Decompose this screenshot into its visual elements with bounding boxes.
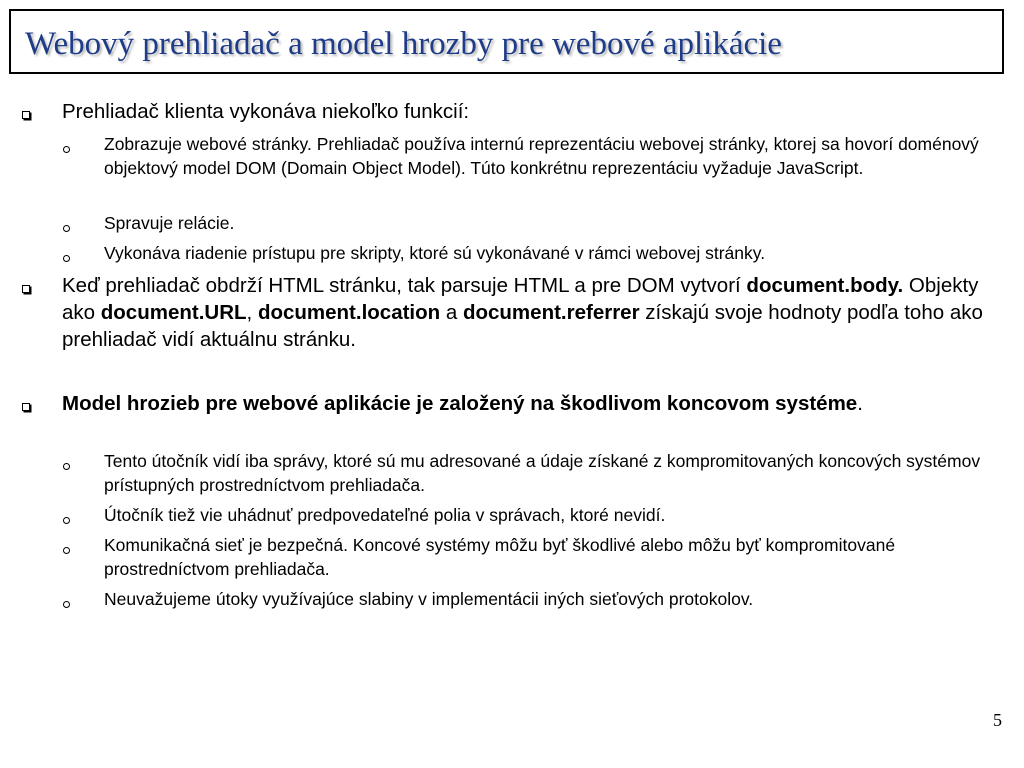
square-bullet-icon [22,111,30,119]
circle-bullet-icon [63,517,70,524]
bullet-text: Objekty ako [62,274,979,324]
square-bullet-icon [22,403,30,411]
bullet-threat-model [62,390,1002,417]
bullet-text: . [857,392,863,415]
sub-bullet-dom: Zobrazuje webové stránky. Prehliadač používa internú reprezentáciu webovej stránky, ktorej sa hovorí doménový objektový model DOM (Domain Object Model). Túto konkrétnu reprezentáciu vyžaduje JavaScript. [104,134,979,178]
circle-bullet-icon [63,225,70,232]
bullet-text: Keď prehliadač obdrží HTML stránku, tak parsuje HTML a pre DOM vytvorí [62,274,747,297]
title-box [9,9,1004,74]
page-number: 5 [993,710,1002,730]
sub-bullet-no-protocol-attacks: Neuvažujeme útoky využívajúce slabiny v implementácii iných sieťových protokolov. [104,589,754,609]
bullet-browser-functions: Prehliadač klienta vykonáva niekoľko funkcií: [62,100,470,123]
keyword-document-body: document.body. [746,274,904,297]
circle-bullet-icon [63,547,70,554]
circle-bullet-icon [63,463,70,470]
bullet-text: , [246,301,258,324]
slide-title: Webový prehliadač a model hrozby pre webové aplikácie [25,26,782,62]
sub-bullet-secure-network: Komunikačná sieť je bezpečná. Koncové systémy môžu byť škodlivé alebo môžu byť kompromitované prostredníctvom prehliadača. [104,535,896,579]
circle-bullet-icon [63,255,70,262]
circle-bullet-icon [63,146,70,153]
sub-bullet-predictable-fields: Útočník tiež vie uhádnuť predpovedateľné polia v správach, ktoré nevidí. [104,505,666,525]
bullet-text: získajú svoje hodnoty podľa toho ako prehliadač vidí aktuálnu stránku. [62,301,983,351]
sub-bullet-sessions: Spravuje relácie. [104,213,235,233]
keyword-document-url: document.URL [100,301,247,324]
threat-model-bold-text: Model hrozieb pre webové aplikácie je založený na škodlivom koncovom systéme [62,392,858,415]
keyword-document-referrer: document.referrer [462,301,640,324]
sub-bullet-access-control: Vykonáva riadenie prístupu pre skripty, ktoré sú vykonávané v rámci webovej stránky. [104,243,766,263]
square-bullet-icon [22,285,30,293]
keyword-document-location: document.location [257,301,441,324]
bullet-text: a [440,301,463,324]
sub-bullet-attacker-sees: Tento útočník vidí iba správy, ktoré sú mu adresované a údaje získané z kompromitovaných koncových systémov prístupných prostredníctvom prehliadača. [104,451,981,495]
circle-bullet-icon [63,601,70,608]
bullet-html-parsing [62,272,1002,353]
